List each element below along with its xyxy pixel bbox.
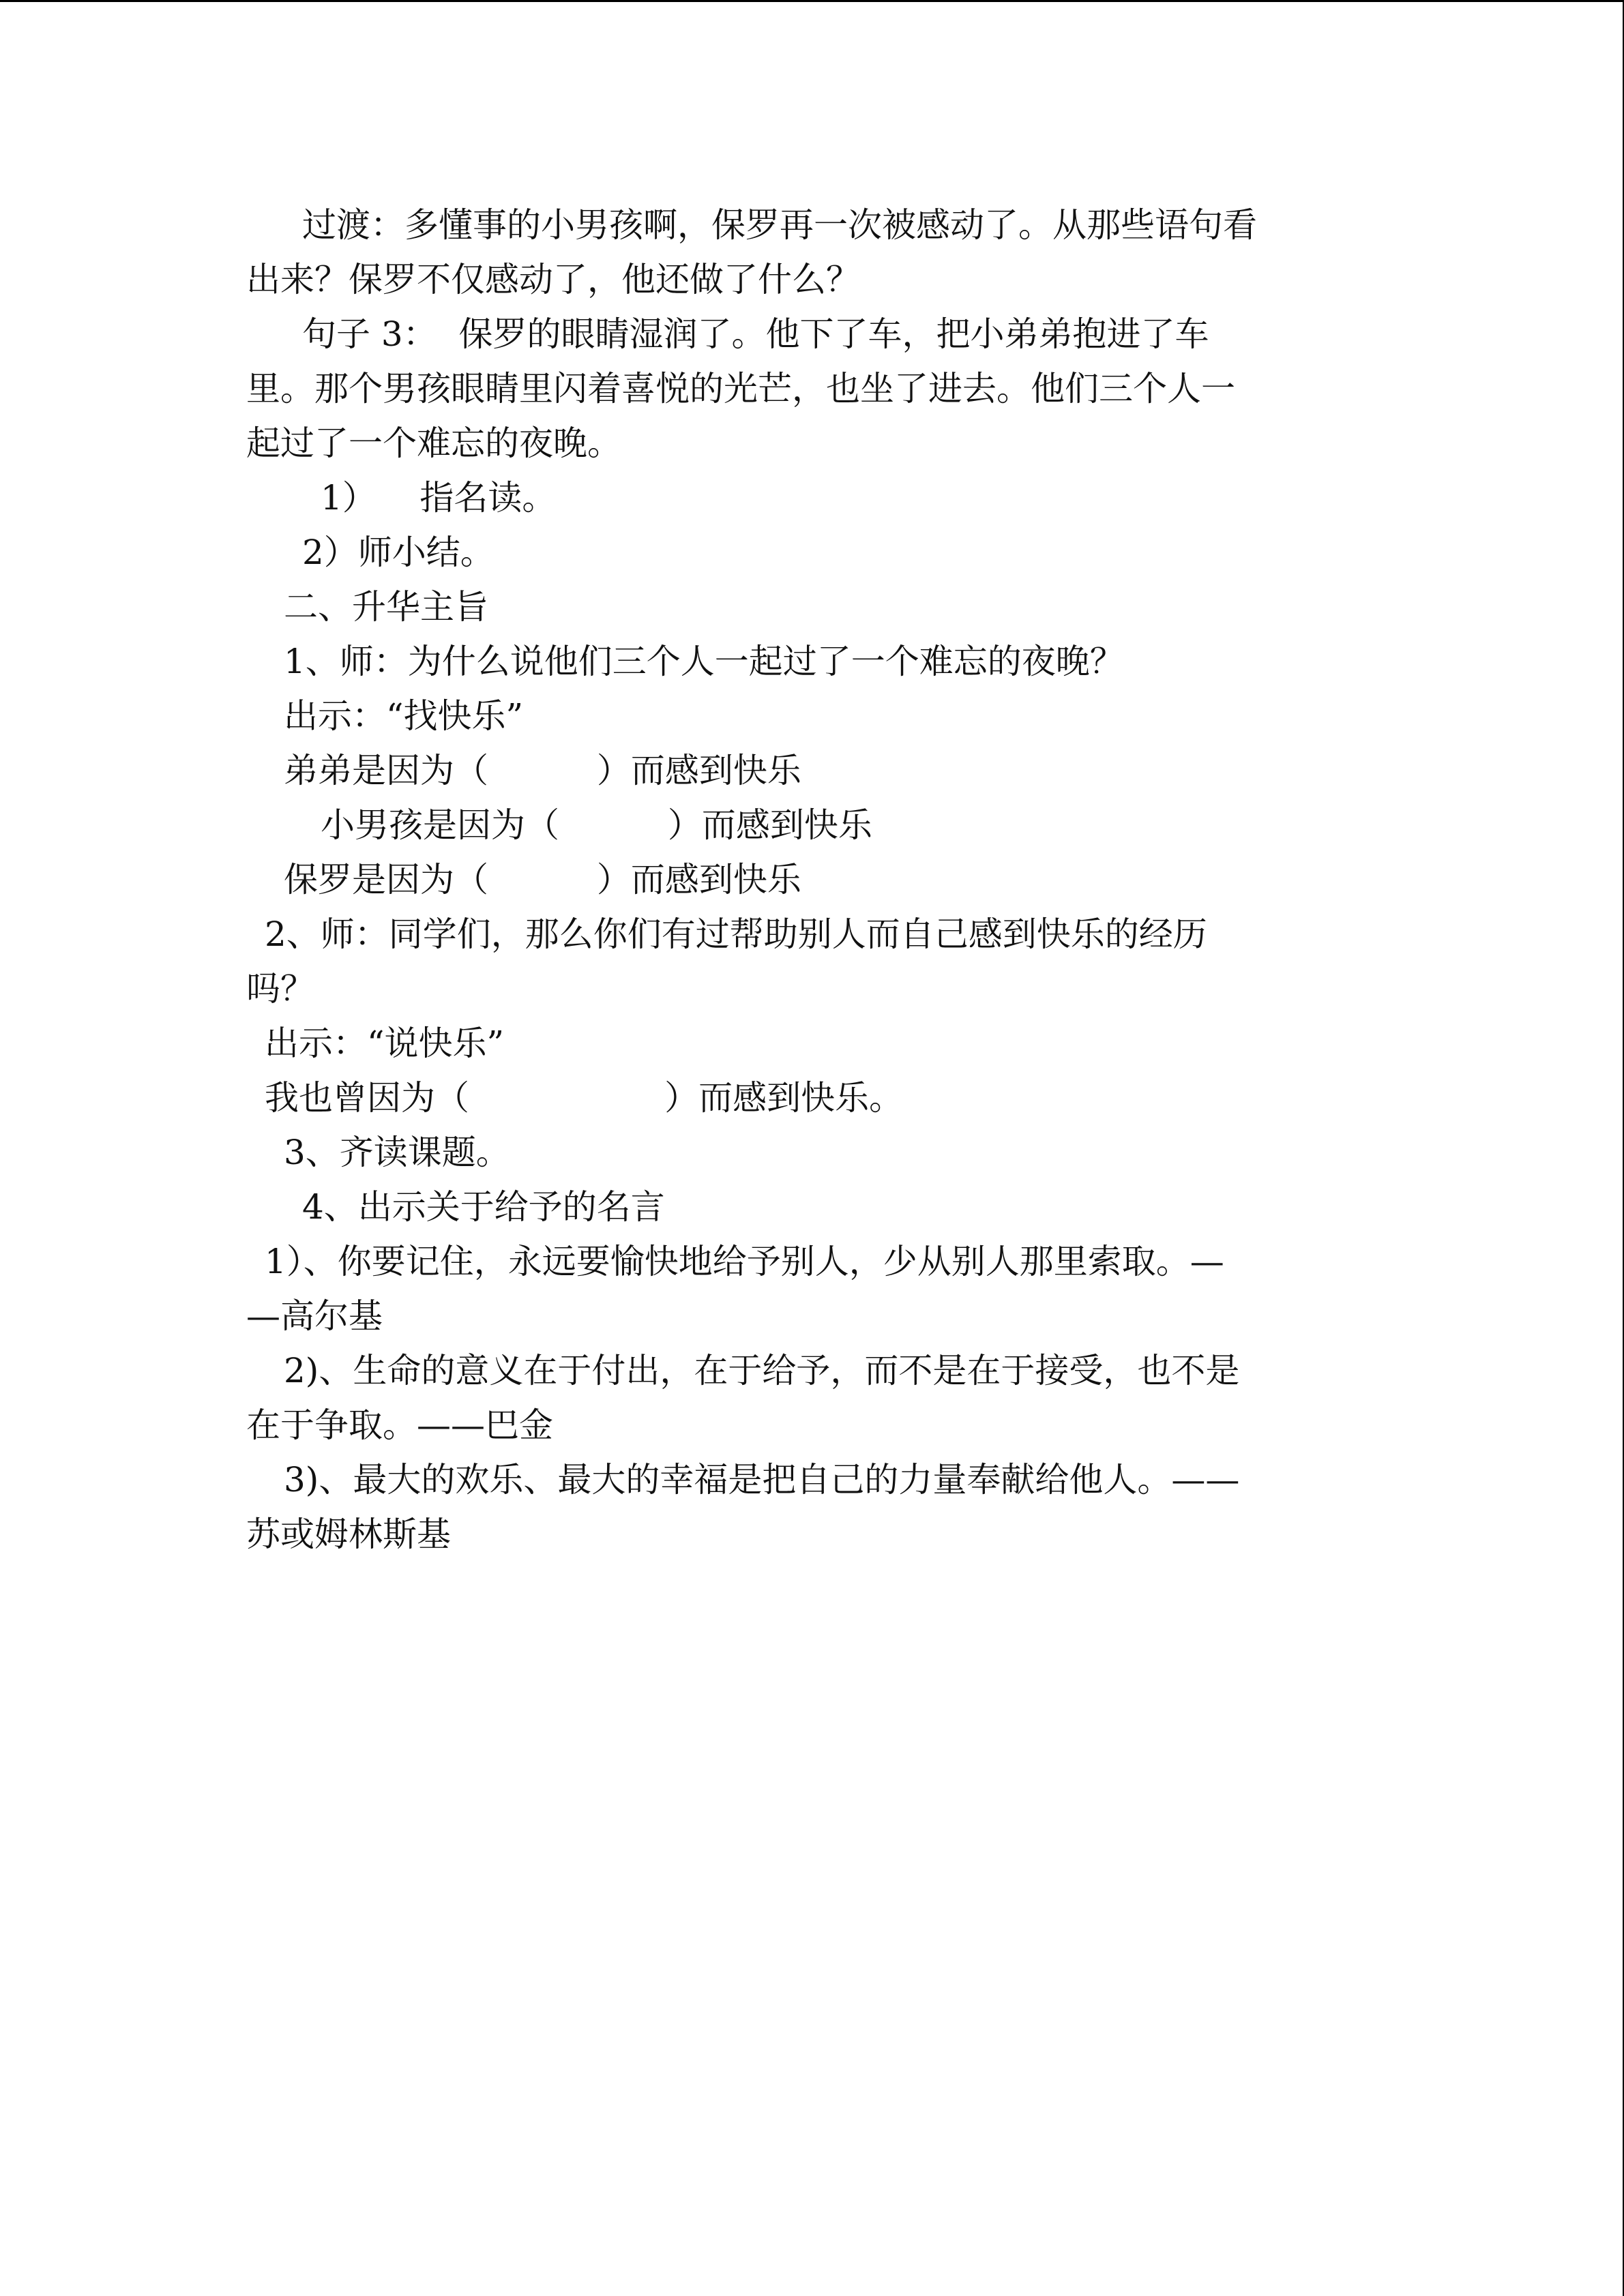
fill-blank-paul: 保罗是因为（ ）而感到快乐 — [284, 860, 801, 899]
quote-1-line-2: —高尔基 — [246, 1296, 383, 1336]
quote-1-line-1: 1）、你要记住，永远要愉快地给予别人，少从别人那里索取。— — [265, 1242, 1224, 1281]
question-1: 1、师：为什么说他们三个人一起过了一个难忘的夜晚？ — [284, 642, 1124, 681]
transition-paragraph-line-2: 出来？保罗不仅感动了，他还做了什么？ — [246, 260, 860, 299]
sentence-3-line-3: 起过了一个难忘的夜晚。 — [246, 423, 621, 463]
fill-blank-me: 我也曾因为（ ）而感到快乐。 — [265, 1078, 904, 1118]
quote-3-line-1: 3)、最大的欢乐、最大的幸福是把自己的力量奉献给他人。—— — [284, 1460, 1240, 1500]
sentence-3-line-1: 句子 3： 保罗的眼睛湿润了。他下了车，把小弟弟抱进了车 — [302, 314, 1209, 354]
read-title-together: 3、齐读课题。 — [284, 1133, 510, 1172]
quote-2-line-2: 在于争取。——巴金 — [246, 1405, 553, 1445]
step-1-named-reading: 1） 指名读。 — [321, 478, 557, 518]
question-2-line-2: 吗？ — [246, 969, 314, 1009]
quote-3-line-2: 苏或姆林斯基 — [246, 1515, 451, 1554]
show-tell-happiness: 出示：“说快乐” — [265, 1024, 505, 1063]
transition-paragraph-line-1: 过渡：多懂事的小男孩啊，保罗再一次被感动了。从那些语句看 — [302, 205, 1257, 245]
page-top-border — [0, 0, 1624, 2]
step-2-teacher-summary: 2）师小结。 — [302, 533, 494, 572]
section-heading-2: 二、升华主旨 — [284, 587, 488, 627]
show-find-happiness: 出示：“找快乐” — [284, 696, 524, 736]
fill-blank-brother: 弟弟是因为（ ）而感到快乐 — [284, 751, 801, 790]
fill-blank-boy: 小男孩是因为（ ）而感到快乐 — [321, 805, 872, 845]
quote-2-line-1: 2)、生命的意义在于付出，在于给予，而不是在于接受，也不是 — [284, 1351, 1240, 1390]
show-quotes-heading: 4、出示关于给予的名言 — [302, 1187, 665, 1227]
question-2-line-1: 2、师：同学们，那么你们有过帮助别人而自己感到快乐的经历 — [265, 914, 1207, 954]
sentence-3-line-2: 里。那个男孩眼睛里闪着喜悦的光芒，也坐了进去。他们三个人一 — [246, 369, 1235, 408]
